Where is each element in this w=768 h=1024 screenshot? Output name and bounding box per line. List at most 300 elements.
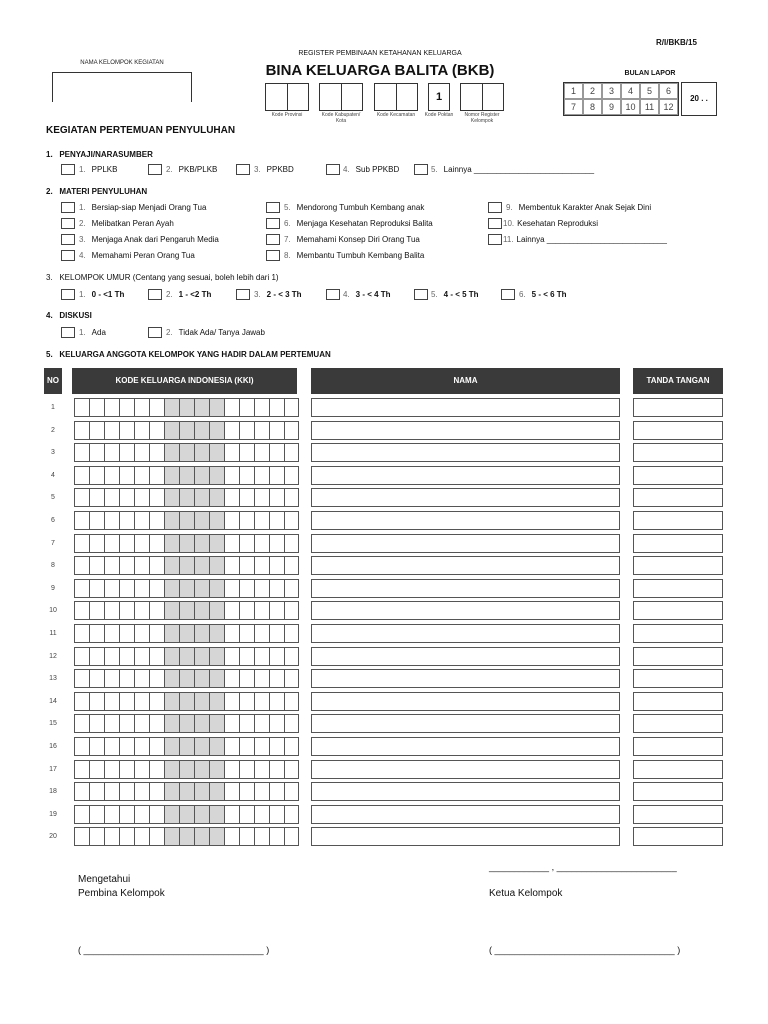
kki-digit-cell[interactable] xyxy=(179,579,194,598)
kki-digit-cell[interactable] xyxy=(104,647,119,666)
kki-digit-cell[interactable] xyxy=(119,782,134,801)
kki-digit-cell[interactable] xyxy=(104,511,119,530)
kki-digit-cell[interactable] xyxy=(74,488,89,507)
kki-digit-cell[interactable] xyxy=(224,511,239,530)
kki-digit-cell[interactable] xyxy=(284,579,299,598)
checkbox-materi-8[interactable] xyxy=(266,250,280,261)
kki-digit-cell[interactable] xyxy=(254,601,269,620)
kki-digit-cell[interactable] xyxy=(194,398,209,417)
kki-digit-cell[interactable] xyxy=(134,443,149,462)
kki-digit-cell[interactable] xyxy=(284,624,299,643)
checkbox-materi-1[interactable] xyxy=(61,202,75,213)
kki-digit-cell[interactable] xyxy=(119,579,134,598)
kki-digit-cell[interactable] xyxy=(224,601,239,620)
kki-digit-cell[interactable] xyxy=(134,669,149,688)
kki-digit-cell[interactable] xyxy=(179,669,194,688)
kki-digit-cell[interactable] xyxy=(104,443,119,462)
nama-field[interactable] xyxy=(311,714,620,733)
kki-digit-cell[interactable] xyxy=(254,647,269,666)
kki-digit-cell[interactable] xyxy=(89,669,104,688)
kki-digit-cell[interactable] xyxy=(89,782,104,801)
kki-digit-cell[interactable] xyxy=(239,579,254,598)
nama-field[interactable] xyxy=(311,647,620,666)
kki-digit-cell[interactable] xyxy=(164,488,179,507)
kki-digit-cell[interactable] xyxy=(149,737,164,756)
kki-digit-cell[interactable] xyxy=(224,669,239,688)
kki-digit-cell[interactable] xyxy=(119,714,134,733)
tanda-tangan-field[interactable] xyxy=(633,782,723,801)
checkbox-materi-2[interactable] xyxy=(61,218,75,229)
kki-digit-cell[interactable] xyxy=(104,827,119,846)
kki-digit-cell[interactable] xyxy=(164,534,179,553)
kki-digit-cell[interactable] xyxy=(164,556,179,575)
kki-digit-cell[interactable] xyxy=(284,421,299,440)
kki-digit-cell[interactable] xyxy=(149,647,164,666)
kki-digit-cell[interactable] xyxy=(179,782,194,801)
kki-digit-cell[interactable] xyxy=(179,534,194,553)
nama-field[interactable] xyxy=(311,624,620,643)
kki-digit-cell[interactable] xyxy=(239,714,254,733)
kki-digit-cell[interactable] xyxy=(224,647,239,666)
kki-digit-cell[interactable] xyxy=(119,466,134,485)
kki-digit-cell[interactable] xyxy=(119,534,134,553)
kki-digit-cell[interactable] xyxy=(239,511,254,530)
tanda-tangan-field[interactable] xyxy=(633,579,723,598)
kki-digit-cell[interactable] xyxy=(239,398,254,417)
checkbox-umur-3[interactable] xyxy=(236,289,250,300)
kki-digit-cell[interactable] xyxy=(164,601,179,620)
nama-field[interactable] xyxy=(311,760,620,779)
month-cell[interactable]: 7 xyxy=(564,99,583,115)
kki-digit-cell[interactable] xyxy=(224,488,239,507)
kki-digit-cell[interactable] xyxy=(239,534,254,553)
kki-digit-cell[interactable] xyxy=(254,782,269,801)
kki-digit-cell[interactable] xyxy=(269,760,284,779)
kki-digit-cell[interactable] xyxy=(239,692,254,711)
kki-digit-cell[interactable] xyxy=(134,398,149,417)
kki-digit-cell[interactable] xyxy=(254,511,269,530)
kki-digit-cell[interactable] xyxy=(194,579,209,598)
kki-digit-cell[interactable] xyxy=(74,398,89,417)
kki-digit-cell[interactable] xyxy=(224,714,239,733)
kode-kabupaten-field[interactable] xyxy=(319,83,363,111)
kki-digit-cell[interactable] xyxy=(224,692,239,711)
kki-digit-cell[interactable] xyxy=(149,669,164,688)
checkbox-materi-11[interactable] xyxy=(488,234,502,245)
kki-digit-cell[interactable] xyxy=(134,827,149,846)
kki-digit-cell[interactable] xyxy=(224,760,239,779)
tanda-tangan-field[interactable] xyxy=(633,669,723,688)
kki-digit-cell[interactable] xyxy=(164,624,179,643)
tanda-tangan-field[interactable] xyxy=(633,398,723,417)
tanda-tangan-field[interactable] xyxy=(633,692,723,711)
checkbox-umur-1[interactable] xyxy=(61,289,75,300)
kki-digit-cell[interactable] xyxy=(179,827,194,846)
kki-digit-cell[interactable] xyxy=(179,805,194,824)
kki-digit-cell[interactable] xyxy=(209,692,224,711)
kki-digit-cell[interactable] xyxy=(164,579,179,598)
kki-digit-cell[interactable] xyxy=(239,466,254,485)
kki-digit-cell[interactable] xyxy=(209,511,224,530)
kki-digit-cell[interactable] xyxy=(74,511,89,530)
kki-field[interactable] xyxy=(74,421,299,440)
nama-field[interactable] xyxy=(311,421,620,440)
kki-digit-cell[interactable] xyxy=(194,692,209,711)
kki-digit-cell[interactable] xyxy=(224,466,239,485)
kki-field[interactable] xyxy=(74,760,299,779)
kki-digit-cell[interactable] xyxy=(239,443,254,462)
checkbox-materi-10[interactable] xyxy=(488,218,502,229)
kki-digit-cell[interactable] xyxy=(89,601,104,620)
kki-digit-cell[interactable] xyxy=(269,488,284,507)
date-line[interactable]: ____________ , ________________________ xyxy=(489,862,677,872)
kki-digit-cell[interactable] xyxy=(224,827,239,846)
kki-digit-cell[interactable] xyxy=(164,692,179,711)
kki-field[interactable] xyxy=(74,466,299,485)
kki-digit-cell[interactable] xyxy=(179,760,194,779)
kki-digit-cell[interactable] xyxy=(179,624,194,643)
kki-digit-cell[interactable] xyxy=(194,624,209,643)
kki-digit-cell[interactable] xyxy=(209,647,224,666)
tanda-tangan-field[interactable] xyxy=(633,624,723,643)
checkbox-materi-6[interactable] xyxy=(266,218,280,229)
kki-digit-cell[interactable] xyxy=(269,647,284,666)
kki-digit-cell[interactable] xyxy=(119,760,134,779)
kki-digit-cell[interactable] xyxy=(134,511,149,530)
kki-field[interactable] xyxy=(74,398,299,417)
kode-poktan-field[interactable] xyxy=(428,83,450,111)
tanda-tangan-field[interactable] xyxy=(633,760,723,779)
month-cell[interactable]: 6 xyxy=(659,83,678,99)
checkbox-sub-ppkbd[interactable] xyxy=(326,164,340,175)
kki-digit-cell[interactable] xyxy=(104,714,119,733)
kki-digit-cell[interactable] xyxy=(224,579,239,598)
checkbox-materi-9[interactable] xyxy=(488,202,502,213)
kki-digit-cell[interactable] xyxy=(74,714,89,733)
checkbox-ppkbd[interactable] xyxy=(236,164,250,175)
kki-digit-cell[interactable] xyxy=(239,760,254,779)
kki-digit-cell[interactable] xyxy=(149,624,164,643)
checkbox-materi-5[interactable] xyxy=(266,202,280,213)
kki-digit-cell[interactable] xyxy=(74,760,89,779)
nama-field[interactable] xyxy=(311,443,620,462)
kki-digit-cell[interactable] xyxy=(194,805,209,824)
kki-digit-cell[interactable] xyxy=(179,556,194,575)
kki-digit-cell[interactable] xyxy=(239,556,254,575)
kki-digit-cell[interactable] xyxy=(254,466,269,485)
kki-digit-cell[interactable] xyxy=(239,488,254,507)
kki-digit-cell[interactable] xyxy=(209,827,224,846)
kki-digit-cell[interactable] xyxy=(179,692,194,711)
kki-digit-cell[interactable] xyxy=(254,827,269,846)
kki-digit-cell[interactable] xyxy=(194,669,209,688)
kki-digit-cell[interactable] xyxy=(104,782,119,801)
kki-digit-cell[interactable] xyxy=(239,737,254,756)
checkbox-materi-7[interactable] xyxy=(266,234,280,245)
kki-digit-cell[interactable] xyxy=(254,421,269,440)
kki-digit-cell[interactable] xyxy=(74,692,89,711)
kki-digit-cell[interactable] xyxy=(194,511,209,530)
kki-digit-cell[interactable] xyxy=(164,647,179,666)
kki-digit-cell[interactable] xyxy=(209,624,224,643)
kki-field[interactable] xyxy=(74,488,299,507)
kki-digit-cell[interactable] xyxy=(89,488,104,507)
kki-digit-cell[interactable] xyxy=(134,714,149,733)
nama-field[interactable] xyxy=(311,556,620,575)
kki-digit-cell[interactable] xyxy=(284,714,299,733)
kki-digit-cell[interactable] xyxy=(224,782,239,801)
nama-field[interactable] xyxy=(311,669,620,688)
kki-digit-cell[interactable] xyxy=(104,624,119,643)
kki-digit-cell[interactable] xyxy=(194,737,209,756)
kki-digit-cell[interactable] xyxy=(194,782,209,801)
kki-digit-cell[interactable] xyxy=(89,398,104,417)
kki-digit-cell[interactable] xyxy=(209,443,224,462)
kki-digit-cell[interactable] xyxy=(194,488,209,507)
kki-field[interactable] xyxy=(74,579,299,598)
checkbox-lainnya-1[interactable] xyxy=(414,164,428,175)
kki-digit-cell[interactable] xyxy=(149,692,164,711)
kki-digit-cell[interactable] xyxy=(269,692,284,711)
kki-digit-cell[interactable] xyxy=(209,782,224,801)
kki-field[interactable] xyxy=(74,805,299,824)
kki-digit-cell[interactable] xyxy=(149,760,164,779)
nama-field[interactable] xyxy=(311,511,620,530)
year-field[interactable]: 20 . . xyxy=(681,82,717,116)
kki-digit-cell[interactable] xyxy=(284,827,299,846)
kki-digit-cell[interactable] xyxy=(254,534,269,553)
kki-digit-cell[interactable] xyxy=(269,579,284,598)
nama-field[interactable] xyxy=(311,805,620,824)
kki-digit-cell[interactable] xyxy=(224,443,239,462)
kki-digit-cell[interactable] xyxy=(284,647,299,666)
month-cell[interactable]: 2 xyxy=(583,83,602,99)
kki-digit-cell[interactable] xyxy=(89,692,104,711)
kki-digit-cell[interactable] xyxy=(134,760,149,779)
kki-digit-cell[interactable] xyxy=(269,827,284,846)
kki-digit-cell[interactable] xyxy=(254,692,269,711)
kki-digit-cell[interactable] xyxy=(179,714,194,733)
checkbox-umur-6[interactable] xyxy=(501,289,515,300)
kki-digit-cell[interactable] xyxy=(194,760,209,779)
kki-digit-cell[interactable] xyxy=(104,556,119,575)
kki-digit-cell[interactable] xyxy=(149,714,164,733)
kki-digit-cell[interactable] xyxy=(119,692,134,711)
kki-digit-cell[interactable] xyxy=(164,737,179,756)
kki-digit-cell[interactable] xyxy=(119,624,134,643)
kki-digit-cell[interactable] xyxy=(179,601,194,620)
kki-digit-cell[interactable] xyxy=(149,556,164,575)
kki-digit-cell[interactable] xyxy=(284,692,299,711)
kki-digit-cell[interactable] xyxy=(164,827,179,846)
kki-digit-cell[interactable] xyxy=(149,827,164,846)
kki-digit-cell[interactable] xyxy=(269,443,284,462)
kki-digit-cell[interactable] xyxy=(284,760,299,779)
kki-digit-cell[interactable] xyxy=(134,421,149,440)
kki-digit-cell[interactable] xyxy=(74,827,89,846)
kki-digit-cell[interactable] xyxy=(134,805,149,824)
kki-digit-cell[interactable] xyxy=(254,398,269,417)
kki-digit-cell[interactable] xyxy=(179,511,194,530)
kki-digit-cell[interactable] xyxy=(194,827,209,846)
kki-digit-cell[interactable] xyxy=(209,488,224,507)
nama-field[interactable] xyxy=(311,488,620,507)
kki-digit-cell[interactable] xyxy=(74,556,89,575)
kki-digit-cell[interactable] xyxy=(74,782,89,801)
nama-field[interactable] xyxy=(311,579,620,598)
kki-digit-cell[interactable] xyxy=(104,737,119,756)
kki-digit-cell[interactable] xyxy=(224,737,239,756)
kki-digit-cell[interactable] xyxy=(164,398,179,417)
checkbox-pplkb[interactable] xyxy=(61,164,75,175)
kki-digit-cell[interactable] xyxy=(164,714,179,733)
kki-digit-cell[interactable] xyxy=(119,398,134,417)
kki-digit-cell[interactable] xyxy=(194,601,209,620)
kki-digit-cell[interactable] xyxy=(179,443,194,462)
kki-digit-cell[interactable] xyxy=(134,534,149,553)
month-cell[interactable]: 1 xyxy=(564,83,583,99)
kki-digit-cell[interactable] xyxy=(104,488,119,507)
kki-digit-cell[interactable] xyxy=(74,669,89,688)
nama-field[interactable] xyxy=(311,782,620,801)
kki-digit-cell[interactable] xyxy=(224,534,239,553)
kode-provinsi-field[interactable] xyxy=(265,83,309,111)
kki-digit-cell[interactable] xyxy=(269,805,284,824)
kki-digit-cell[interactable] xyxy=(209,556,224,575)
nama-field[interactable] xyxy=(311,398,620,417)
month-cell[interactable]: 11 xyxy=(640,99,659,115)
kki-digit-cell[interactable] xyxy=(254,714,269,733)
tanda-tangan-field[interactable] xyxy=(633,466,723,485)
kki-digit-cell[interactable] xyxy=(209,398,224,417)
kki-digit-cell[interactable] xyxy=(284,534,299,553)
kki-digit-cell[interactable] xyxy=(254,488,269,507)
kki-digit-cell[interactable] xyxy=(119,601,134,620)
kki-digit-cell[interactable] xyxy=(239,805,254,824)
kki-digit-cell[interactable] xyxy=(119,488,134,507)
tanda-tangan-field[interactable] xyxy=(633,714,723,733)
kki-field[interactable] xyxy=(74,714,299,733)
kki-digit-cell[interactable] xyxy=(89,827,104,846)
kki-digit-cell[interactable] xyxy=(74,443,89,462)
kki-digit-cell[interactable] xyxy=(164,443,179,462)
kki-digit-cell[interactable] xyxy=(134,488,149,507)
kki-digit-cell[interactable] xyxy=(194,534,209,553)
kki-digit-cell[interactable] xyxy=(284,466,299,485)
kki-digit-cell[interactable] xyxy=(194,647,209,666)
kki-digit-cell[interactable] xyxy=(149,579,164,598)
kki-digit-cell[interactable] xyxy=(209,669,224,688)
kki-digit-cell[interactable] xyxy=(269,466,284,485)
kki-digit-cell[interactable] xyxy=(269,782,284,801)
kki-digit-cell[interactable] xyxy=(89,714,104,733)
tanda-tangan-field[interactable] xyxy=(633,421,723,440)
kki-digit-cell[interactable] xyxy=(104,398,119,417)
kki-digit-cell[interactable] xyxy=(239,669,254,688)
kki-digit-cell[interactable] xyxy=(239,827,254,846)
kki-digit-cell[interactable] xyxy=(104,466,119,485)
kki-digit-cell[interactable] xyxy=(269,421,284,440)
kki-field[interactable] xyxy=(74,737,299,756)
checkbox-umur-2[interactable] xyxy=(148,289,162,300)
kki-digit-cell[interactable] xyxy=(224,624,239,643)
kki-digit-cell[interactable] xyxy=(179,737,194,756)
kki-digit-cell[interactable] xyxy=(254,624,269,643)
kki-digit-cell[interactable] xyxy=(119,827,134,846)
nama-field[interactable] xyxy=(311,692,620,711)
kki-digit-cell[interactable] xyxy=(269,624,284,643)
kki-digit-cell[interactable] xyxy=(74,624,89,643)
kki-digit-cell[interactable] xyxy=(239,421,254,440)
nama-field[interactable] xyxy=(311,534,620,553)
kki-digit-cell[interactable] xyxy=(209,714,224,733)
kki-field[interactable] xyxy=(74,669,299,688)
kki-digit-cell[interactable] xyxy=(284,398,299,417)
kki-digit-cell[interactable] xyxy=(74,466,89,485)
tanda-tangan-field[interactable] xyxy=(633,647,723,666)
tanda-tangan-field[interactable] xyxy=(633,556,723,575)
kki-digit-cell[interactable] xyxy=(119,805,134,824)
kki-digit-cell[interactable] xyxy=(149,601,164,620)
kki-digit-cell[interactable] xyxy=(254,805,269,824)
kki-digit-cell[interactable] xyxy=(89,737,104,756)
kki-digit-cell[interactable] xyxy=(89,579,104,598)
kki-digit-cell[interactable] xyxy=(284,511,299,530)
checkbox-materi-3[interactable] xyxy=(61,234,75,245)
checkbox-materi-4[interactable] xyxy=(61,250,75,261)
tanda-tangan-field[interactable] xyxy=(633,737,723,756)
kki-digit-cell[interactable] xyxy=(209,534,224,553)
kki-digit-cell[interactable] xyxy=(149,421,164,440)
kki-digit-cell[interactable] xyxy=(119,556,134,575)
kki-digit-cell[interactable] xyxy=(179,421,194,440)
month-cell[interactable]: 9 xyxy=(602,99,621,115)
kki-digit-cell[interactable] xyxy=(179,466,194,485)
kki-digit-cell[interactable] xyxy=(119,737,134,756)
kki-digit-cell[interactable] xyxy=(209,805,224,824)
kki-digit-cell[interactable] xyxy=(134,624,149,643)
tanda-tangan-field[interactable] xyxy=(633,443,723,462)
kki-digit-cell[interactable] xyxy=(149,782,164,801)
kki-digit-cell[interactable] xyxy=(149,511,164,530)
kki-digit-cell[interactable] xyxy=(74,579,89,598)
kki-digit-cell[interactable] xyxy=(224,398,239,417)
kki-digit-cell[interactable] xyxy=(164,669,179,688)
kki-digit-cell[interactable] xyxy=(89,624,104,643)
kki-digit-cell[interactable] xyxy=(74,421,89,440)
kki-digit-cell[interactable] xyxy=(284,737,299,756)
kode-kecamatan-field[interactable] xyxy=(374,83,418,111)
kki-digit-cell[interactable] xyxy=(149,805,164,824)
kki-field[interactable] xyxy=(74,601,299,620)
kki-digit-cell[interactable] xyxy=(254,669,269,688)
kki-digit-cell[interactable] xyxy=(104,760,119,779)
kki-digit-cell[interactable] xyxy=(224,421,239,440)
tanda-tangan-field[interactable] xyxy=(633,511,723,530)
kki-digit-cell[interactable] xyxy=(149,398,164,417)
kki-digit-cell[interactable] xyxy=(269,398,284,417)
kki-field[interactable] xyxy=(74,534,299,553)
kki-digit-cell[interactable] xyxy=(209,760,224,779)
kki-digit-cell[interactable] xyxy=(194,714,209,733)
kki-field[interactable] xyxy=(74,647,299,666)
kki-digit-cell[interactable] xyxy=(89,647,104,666)
tanda-tangan-field[interactable] xyxy=(633,488,723,507)
kki-digit-cell[interactable] xyxy=(194,556,209,575)
kki-digit-cell[interactable] xyxy=(284,443,299,462)
kki-digit-cell[interactable] xyxy=(149,466,164,485)
nomor-register-field[interactable] xyxy=(460,83,504,111)
